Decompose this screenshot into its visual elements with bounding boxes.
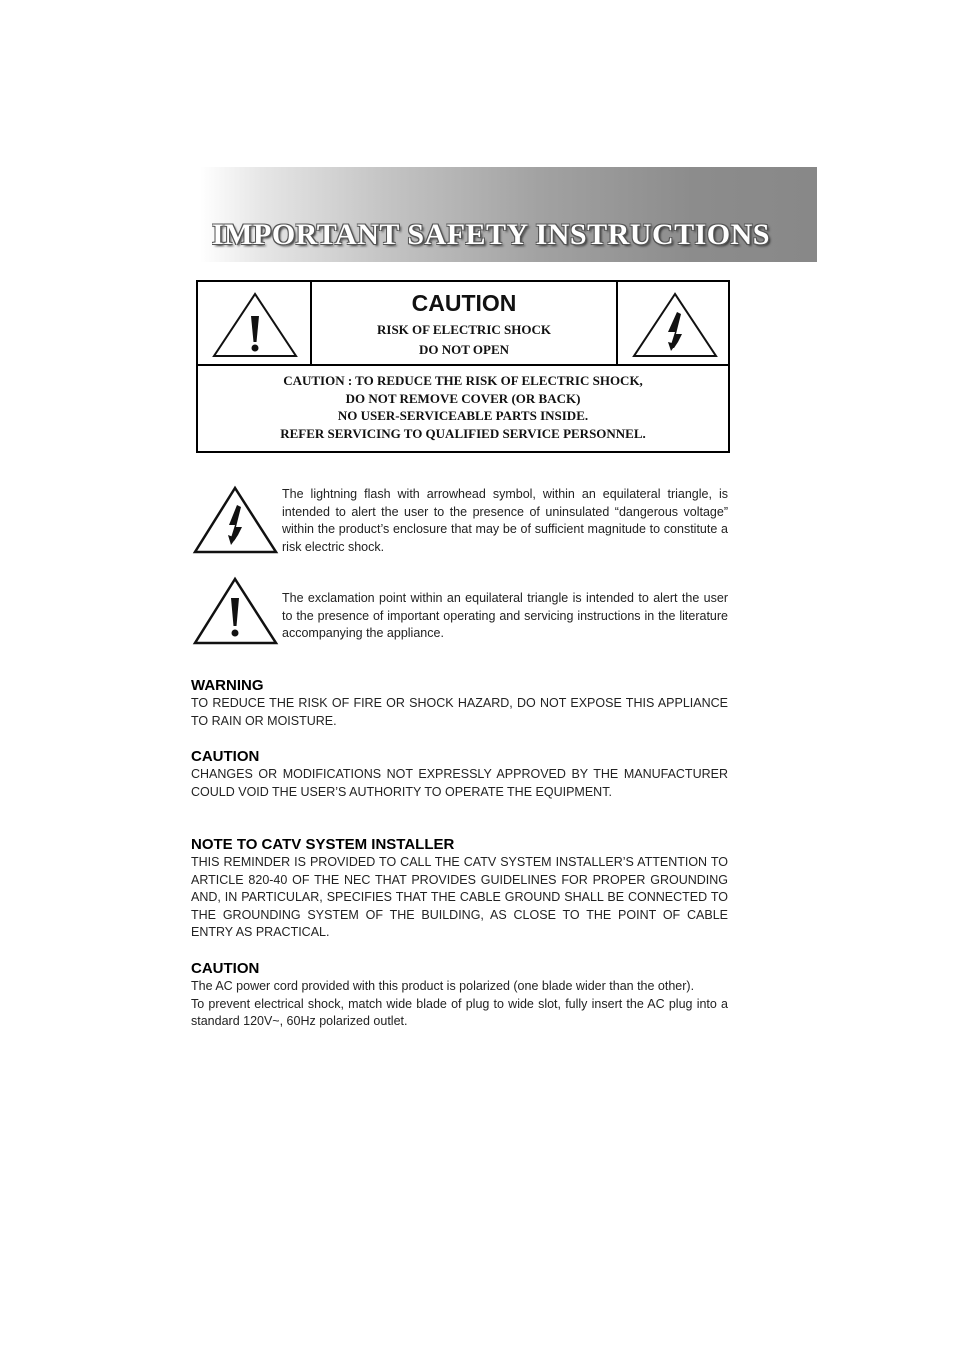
- section-heading: NOTE TO CATV SYSTEM INSTALLER: [191, 836, 455, 853]
- section-paragraph: THIS REMINDER IS PROVIDED TO CALL THE CATV SYSTEM INSTALLER’S ATTENTION TO ARTICLE 820-40 OF THE NEC THAT PROVIDES GUIDELINES FOR PROPER GROUNDING AND, IN PARTICULAR, SPECIFIES THAT THE CABLE GROUND SHALL BE CONNECTED TO THE GROUNDING SYSTEM OF THE BUILDING, AS CLOSE TO THE POINT OF CABLE ENTRY AS PRACTICAL.: [191, 855, 728, 939]
- caution-instruction-line: REFER SERVICING TO QUALIFIED SERVICE PERSONNEL.: [280, 425, 646, 441]
- section-heading: CAUTION: [191, 960, 260, 977]
- caution-modifications-section: [191, 748, 728, 801]
- lightning-triangle-icon: [192, 485, 280, 555]
- caution-center-cell: [312, 282, 616, 364]
- catv-installer-section: [191, 836, 728, 942]
- caution-label-top-row: [198, 282, 728, 366]
- section-paragraph: To prevent electrical shock, match wide blade of plug to wide slot, fully insert the AC plug into a standard 120V~, 60Hz polarized outlet.: [191, 996, 728, 1028]
- caution-label-box: [196, 280, 730, 453]
- section-heading: WARNING: [191, 677, 264, 694]
- page-title: IMPORTANT SAFETY INSTRUCTIONS: [212, 218, 770, 251]
- caution-instruction-line: NO USER-SERVICEABLE PARTS INSIDE.: [337, 408, 589, 423]
- section-paragraph: CHANGES OR MODIFICATIONS NOT EXPRESSLY APPROVED BY THE MANUFACTURER COULD VOID THE USER’S AUTHORITY TO OPERATE THE EQUIPMENT.: [191, 767, 728, 799]
- warning-section: [191, 677, 728, 730]
- section-paragraph: The AC power cord provided with this product is polarized (one blade wider than the other).: [191, 979, 695, 993]
- exclamation-triangle-icon: [198, 282, 310, 364]
- lightning-triangle-icon: [618, 282, 728, 364]
- caution-line-risk: RISK OF ELECTRIC SHOCK: [377, 322, 551, 337]
- caution-line-do-not-open: DO NOT OPEN: [418, 342, 510, 357]
- caution-instructions: [198, 372, 728, 442]
- exclamation-triangle-icon: [192, 576, 280, 646]
- caution-heading: CAUTION: [411, 290, 517, 316]
- caution-left-cell: [198, 282, 312, 364]
- section-heading: CAUTION: [191, 748, 260, 765]
- caution-right-cell: [616, 282, 728, 364]
- lightning-symbol-description: The lightning flash with arrowhead symbol, within an equilateral triangle, is intended to alert the user to the presence of uninsulated “dangerous voltage” within the product’s enclosure that may be of sufficient magnitude to constitute a risk electric shock.: [282, 487, 728, 554]
- exclamation-symbol-description: The exclamation point within an equilateral triangle is intended to alert the user to the presence of important operating and servicing instructions in the literature accompanying the appliance.: [282, 591, 728, 640]
- section-paragraph: TO REDUCE THE RISK OF FIRE OR SHOCK HAZARD, DO NOT EXPOSE THIS APPLIANCE TO RAIN OR MOISTURE.: [191, 696, 728, 728]
- caution-instruction-line: CAUTION : TO REDUCE THE RISK OF ELECTRIC SHOCK,: [283, 373, 643, 388]
- caution-power-cord-section: [191, 960, 728, 1031]
- caution-instruction-line: DO NOT REMOVE COVER (OR BACK): [345, 390, 581, 406]
